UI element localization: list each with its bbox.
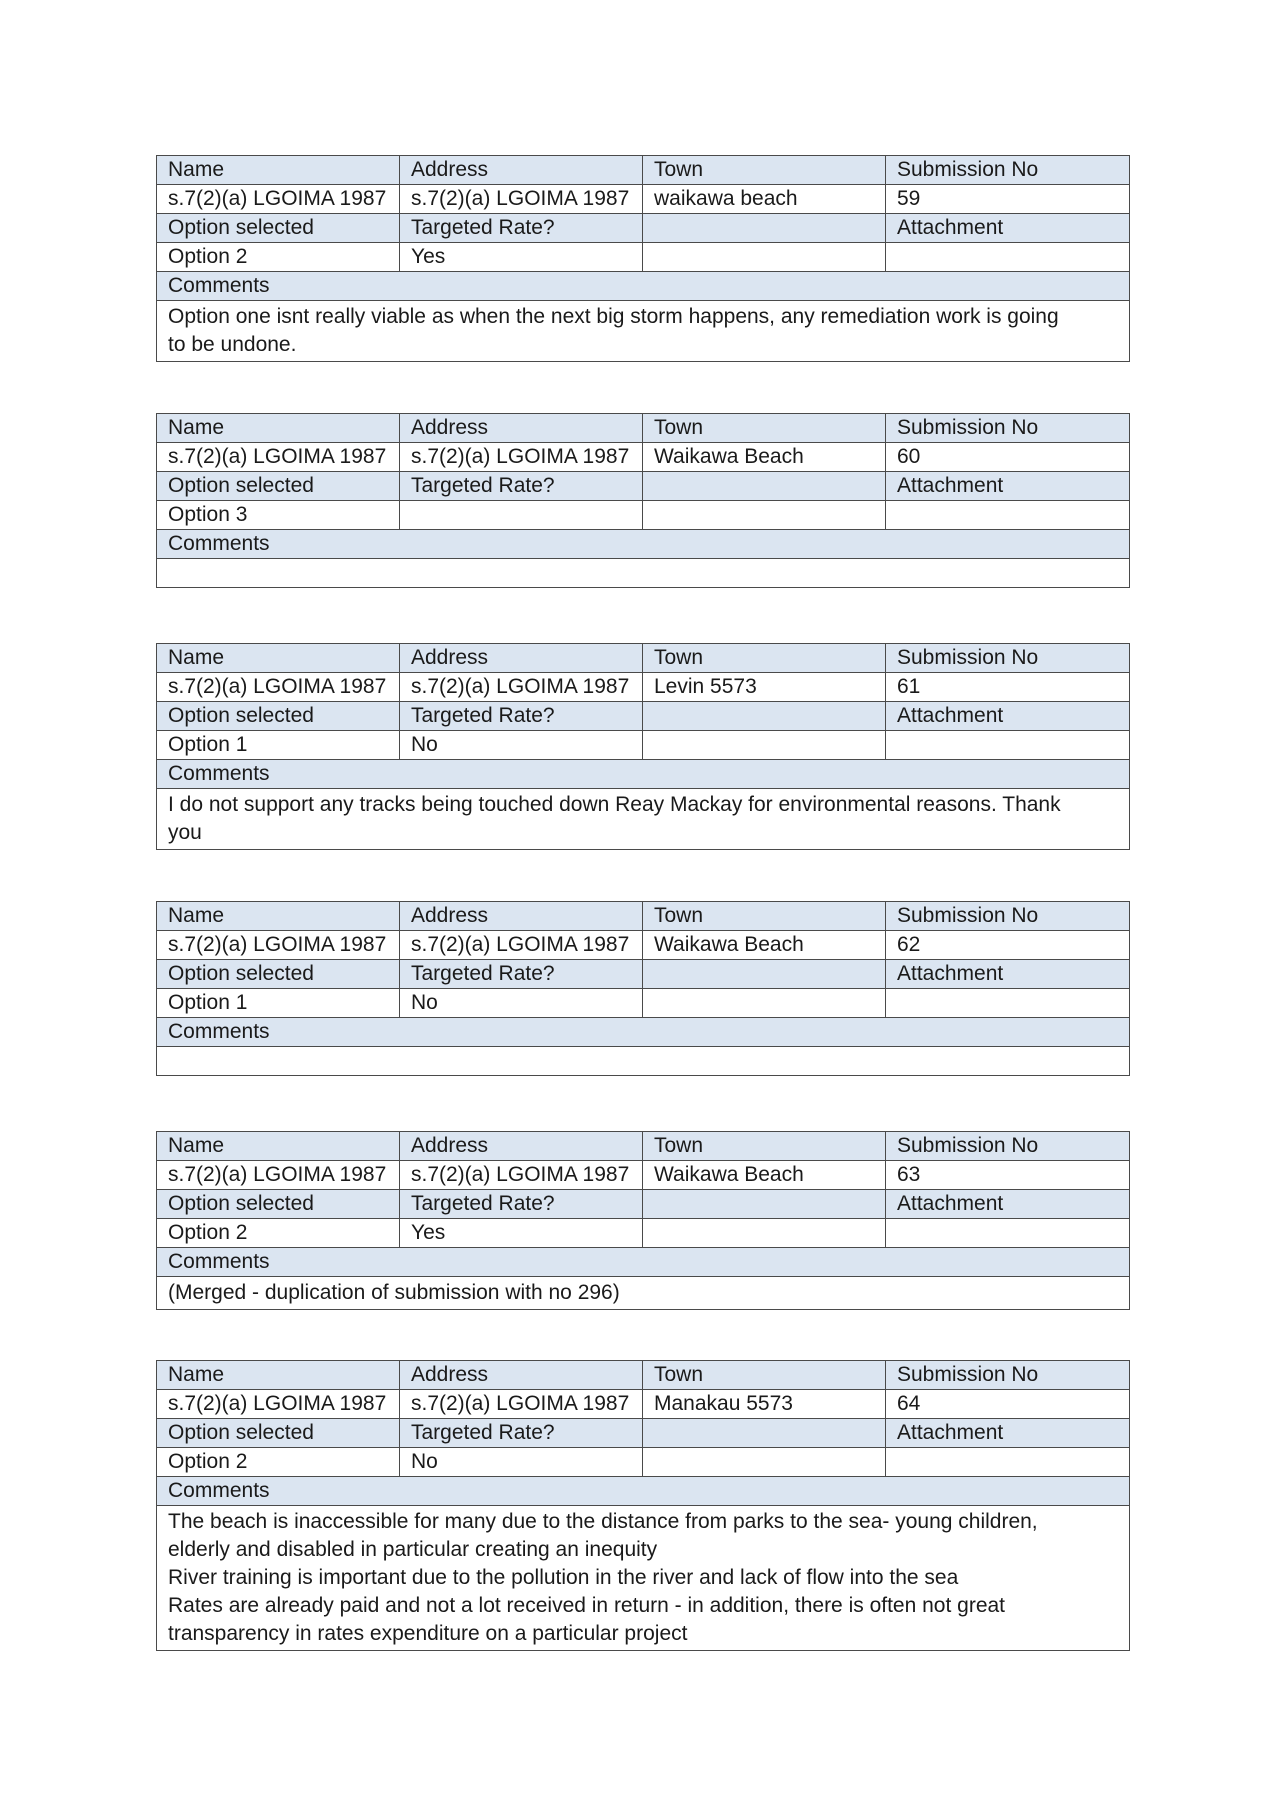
comments-label: Comments — [157, 272, 1130, 301]
option-value-row — [157, 243, 1130, 272]
address-label: Address — [400, 644, 643, 673]
empty-header-cell — [643, 1190, 886, 1219]
empty-value-cell — [643, 1219, 886, 1248]
comments-text — [157, 1506, 1130, 1651]
address-label: Address — [400, 414, 643, 443]
comments-row — [157, 1047, 1130, 1076]
option-value-row — [157, 989, 1130, 1018]
town-label: Town — [643, 1132, 886, 1161]
submission-no-value: 62 — [886, 931, 1130, 960]
comments-row — [157, 559, 1130, 588]
town-value: Waikawa Beach — [643, 931, 886, 960]
value-row — [157, 1161, 1130, 1190]
comment-line: Option one isnt really viable as when the next big storm happens, any remediation work is going — [168, 305, 1059, 328]
comments-header-row — [157, 1018, 1130, 1047]
town-value: Levin 5573 — [643, 673, 886, 702]
attachment-value — [886, 243, 1130, 272]
address-label: Address — [400, 1361, 643, 1390]
address-value: s.7(2)(a) LGOIMA 1987 — [400, 931, 643, 960]
option-header-row — [157, 702, 1130, 731]
targeted-rate-value: Yes — [400, 243, 643, 272]
town-label: Town — [643, 902, 886, 931]
option-selected-label: Option selected — [157, 702, 400, 731]
value-row — [157, 673, 1130, 702]
targeted-rate-value: No — [400, 989, 643, 1018]
address-value: s.7(2)(a) LGOIMA 1987 — [400, 673, 643, 702]
empty-value-cell — [643, 731, 886, 760]
town-value: Waikawa Beach — [643, 443, 886, 472]
comments-text — [157, 789, 1130, 850]
attachment-label: Attachment — [886, 960, 1130, 989]
name-label: Name — [157, 902, 400, 931]
comments-header-row — [157, 530, 1130, 559]
empty-header-cell — [643, 702, 886, 731]
empty-value-cell — [643, 1448, 886, 1477]
submission-table — [156, 413, 1130, 588]
option-value-row — [157, 501, 1130, 530]
header-row — [157, 1132, 1130, 1161]
name-value: s.7(2)(a) LGOIMA 1987 — [157, 931, 400, 960]
comments-text — [157, 1277, 1130, 1310]
targeted-rate-label: Targeted Rate? — [400, 1190, 643, 1219]
option-header-row — [157, 1419, 1130, 1448]
option-selected-label: Option selected — [157, 1190, 400, 1219]
submission-no-label: Submission No — [886, 644, 1130, 673]
attachment-label: Attachment — [886, 1419, 1130, 1448]
attachment-value — [886, 989, 1130, 1018]
address-value: s.7(2)(a) LGOIMA 1987 — [400, 1390, 643, 1419]
submission-no-label: Submission No — [886, 902, 1130, 931]
option-selected-value: Option 3 — [157, 501, 400, 530]
option-header-row — [157, 472, 1130, 501]
comments-label: Comments — [157, 760, 1130, 789]
comments-label: Comments — [157, 1477, 1130, 1506]
option-selected-value: Option 1 — [157, 989, 400, 1018]
header-row — [157, 156, 1130, 185]
comments-text — [157, 301, 1130, 362]
comment-line: you — [168, 821, 202, 844]
targeted-rate-label: Targeted Rate? — [400, 702, 643, 731]
submission-no-value: 60 — [886, 443, 1130, 472]
comment-line: The beach is inaccessible for many due to the distance from parks to the sea- young children, — [168, 1510, 1038, 1533]
town-label: Town — [643, 156, 886, 185]
comments-label: Comments — [157, 1018, 1130, 1047]
submission-no-value: 61 — [886, 673, 1130, 702]
empty-value-cell — [643, 989, 886, 1018]
attachment-label: Attachment — [886, 702, 1130, 731]
empty-header-cell — [643, 214, 886, 243]
comments-row — [157, 1506, 1130, 1651]
attachment-value — [886, 1219, 1130, 1248]
comments-label: Comments — [157, 1248, 1130, 1277]
option-value-row — [157, 1448, 1130, 1477]
targeted-rate-label: Targeted Rate? — [400, 1419, 643, 1448]
submission-no-label: Submission No — [886, 156, 1130, 185]
header-row — [157, 902, 1130, 931]
attachment-label: Attachment — [886, 472, 1130, 501]
targeted-rate-label: Targeted Rate? — [400, 214, 643, 243]
targeted-rate-value: Yes — [400, 1219, 643, 1248]
targeted-rate-label: Targeted Rate? — [400, 960, 643, 989]
comments-text — [157, 559, 1130, 588]
value-row — [157, 931, 1130, 960]
option-selected-label: Option selected — [157, 214, 400, 243]
town-label: Town — [643, 1361, 886, 1390]
submission-table — [156, 643, 1130, 850]
submission-no-label: Submission No — [886, 1132, 1130, 1161]
name-value: s.7(2)(a) LGOIMA 1987 — [157, 1390, 400, 1419]
name-value: s.7(2)(a) LGOIMA 1987 — [157, 443, 400, 472]
town-value: Waikawa Beach — [643, 1161, 886, 1190]
address-label: Address — [400, 1132, 643, 1161]
name-value: s.7(2)(a) LGOIMA 1987 — [157, 673, 400, 702]
attachment-value — [886, 731, 1130, 760]
name-label: Name — [157, 156, 400, 185]
header-row — [157, 414, 1130, 443]
option-header-row — [157, 960, 1130, 989]
address-label: Address — [400, 156, 643, 185]
comment-line: River training is important due to the pollution in the river and lack of flow into the sea — [168, 1566, 959, 1589]
comments-row — [157, 1277, 1130, 1310]
empty-value-cell — [643, 243, 886, 272]
attachment-label: Attachment — [886, 1190, 1130, 1219]
empty-header-cell — [643, 1419, 886, 1448]
value-row — [157, 185, 1130, 214]
name-label: Name — [157, 1361, 400, 1390]
option-selected-label: Option selected — [157, 1419, 400, 1448]
option-selected-value: Option 1 — [157, 731, 400, 760]
option-selected-label: Option selected — [157, 960, 400, 989]
value-row — [157, 443, 1130, 472]
targeted-rate-label: Targeted Rate? — [400, 472, 643, 501]
submission-no-label: Submission No — [886, 414, 1130, 443]
attachment-value — [886, 501, 1130, 530]
comments-header-row — [157, 760, 1130, 789]
option-value-row — [157, 731, 1130, 760]
comments-text — [157, 1047, 1130, 1076]
town-value: Manakau 5573 — [643, 1390, 886, 1419]
submission-no-value: 59 — [886, 185, 1130, 214]
value-row — [157, 1390, 1130, 1419]
comment-line: Rates are already paid and not a lot received in return - in addition, there is often not great — [168, 1594, 1006, 1617]
submission-table — [156, 901, 1130, 1076]
submission-table — [156, 1360, 1130, 1651]
comment-line: to be undone. — [168, 333, 297, 356]
submission-table — [156, 155, 1130, 362]
comments-header-row — [157, 1248, 1130, 1277]
town-label: Town — [643, 414, 886, 443]
targeted-rate-value: No — [400, 1448, 643, 1477]
option-value-row — [157, 1219, 1130, 1248]
submission-no-value: 64 — [886, 1390, 1130, 1419]
empty-header-cell — [643, 472, 886, 501]
comment-line: transparency in rates expenditure on a particular project — [168, 1622, 688, 1645]
comments-row — [157, 789, 1130, 850]
attachment-label: Attachment — [886, 214, 1130, 243]
comment-line: (Merged - duplication of submission with no 296) — [168, 1281, 620, 1304]
town-label: Town — [643, 644, 886, 673]
name-value: s.7(2)(a) LGOIMA 1987 — [157, 1161, 400, 1190]
comments-label: Comments — [157, 530, 1130, 559]
empty-value-cell — [643, 501, 886, 530]
header-row — [157, 644, 1130, 673]
name-label: Name — [157, 644, 400, 673]
submission-table — [156, 1131, 1130, 1310]
name-value: s.7(2)(a) LGOIMA 1987 — [157, 185, 400, 214]
address-value: s.7(2)(a) LGOIMA 1987 — [400, 1161, 643, 1190]
option-header-row — [157, 1190, 1130, 1219]
empty-header-cell — [643, 960, 886, 989]
targeted-rate-value — [400, 501, 643, 530]
option-header-row — [157, 214, 1130, 243]
option-selected-value: Option 2 — [157, 1448, 400, 1477]
submission-no-value: 63 — [886, 1161, 1130, 1190]
comments-header-row — [157, 1477, 1130, 1506]
header-row — [157, 1361, 1130, 1390]
comment-line: elderly and disabled in particular creating an inequity — [168, 1538, 658, 1561]
comment-line: I do not support any tracks being touched down Reay Mackay for environmental reasons. Thank — [168, 793, 1061, 816]
comments-header-row — [157, 272, 1130, 301]
option-selected-value: Option 2 — [157, 243, 400, 272]
address-value: s.7(2)(a) LGOIMA 1987 — [400, 443, 643, 472]
name-label: Name — [157, 1132, 400, 1161]
attachment-value — [886, 1448, 1130, 1477]
town-value: waikawa beach — [643, 185, 886, 214]
address-label: Address — [400, 902, 643, 931]
submission-no-label: Submission No — [886, 1361, 1130, 1390]
targeted-rate-value: No — [400, 731, 643, 760]
comments-row — [157, 301, 1130, 362]
option-selected-value: Option 2 — [157, 1219, 400, 1248]
name-label: Name — [157, 414, 400, 443]
option-selected-label: Option selected — [157, 472, 400, 501]
address-value: s.7(2)(a) LGOIMA 1987 — [400, 185, 643, 214]
